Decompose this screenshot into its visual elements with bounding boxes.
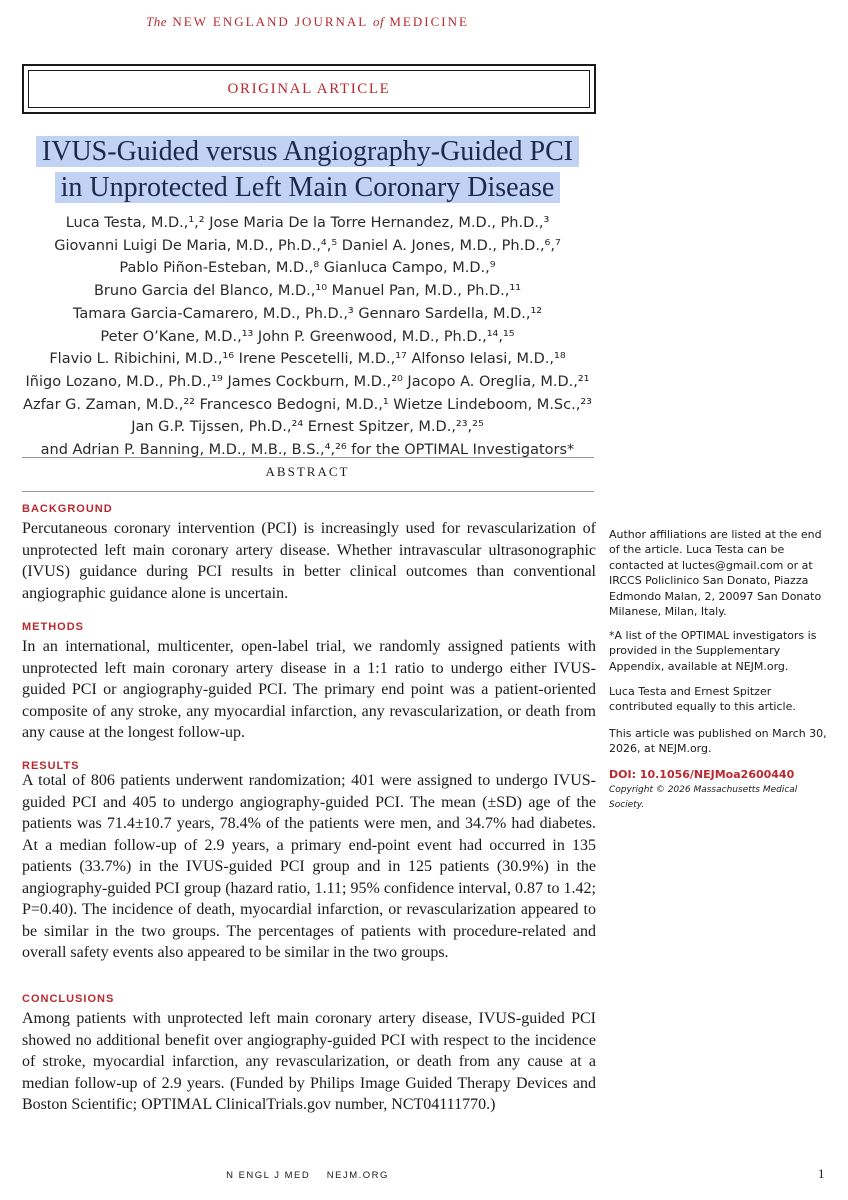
- page-footer: [0, 1170, 615, 1181]
- sidebar-published: [609, 726, 831, 757]
- journal-header: [0, 14, 615, 30]
- methods-text: In an international, multicenter, open-label trial, we randomly assigned patients with unprotected left main coronary artery disease in a 1:1 ratio to undergo either IVUS-guided PCI or angiography-guided PCI. The primary end point was a patient-oriented composite of any stroke, any myocardial infarction, any revascularization, or death from any cause at the longest follow-up.: [22, 638, 596, 741]
- title-line-1: IVUS-Guided versus Angiography-Guided PCI: [36, 136, 579, 167]
- author-line: and Adrian P. Banning, M.D., M.B., B.S.,⁴,²⁶ for the OPTIMAL Investigators*: [40, 442, 575, 459]
- author-line: Jan G.P. Tijssen, Ph.D.,²⁴ Ernest Spitzer, M.D.,²³,²⁵: [131, 419, 484, 436]
- author-line: Iñigo Lozano, M.D., Ph.D.,¹⁹ James Cockburn, M.D.,²⁰ Jacopo A. Oreglia, M.D.,²¹: [25, 373, 590, 390]
- sidebar-investigators: [609, 628, 831, 674]
- article-title: [0, 134, 615, 206]
- author-line: Bruno Garcia del Blanco, M.D.,¹⁰ Manuel Pan, M.D., Ph.D.,¹¹: [93, 283, 522, 300]
- author-line: Giovanni Luigi De Maria, M.D., Ph.D.,⁴,⁵ Daniel A. Jones, M.D., Ph.D.,⁶,⁷: [54, 237, 561, 254]
- background-heading: BACKGROUND: [22, 503, 113, 515]
- page-number: 1: [818, 1166, 825, 1181]
- article-type-box-inner: [28, 70, 590, 108]
- footer-site[interactable]: NEJM.ORG: [326, 1170, 389, 1181]
- published-note: This article was published on March 30, 2026, at NEJM.org.: [609, 727, 827, 756]
- methods-heading: METHODS: [22, 621, 84, 633]
- journal-of: of: [373, 14, 385, 29]
- investigators-note: *A list of the OPTIMAL investigators is provided in the Supplementary Appendix, available at NEJM.org.: [609, 629, 817, 673]
- doi-link[interactable]: DOI: 10.1056/NEJMoa2600440: [609, 768, 795, 781]
- sidebar-copyright: [609, 783, 831, 814]
- author-list: [0, 212, 615, 462]
- sidebar-equal-contribution: [609, 684, 831, 715]
- conclusions-text: Among patients with unprotected left main coronary artery disease, IVUS-guided PCI showed no additional benefit over angiography-guided PCI with respect to the incidence of stroke, myocardial infarction, any revascularization, or death from any cause at a median follow-up of 2.9 years. (Funded by Philips Image Guided Therapy Devices and Boston Scientific; OPTIMAL ClinicalTrials.gov number, NCT04111770.): [22, 1010, 596, 1113]
- article-type-box: [22, 64, 596, 114]
- author-line: Pablo Piñon-Esteban, M.D.,⁸ Gianluca Campo, M.D.,⁹: [119, 260, 496, 277]
- conclusions-heading: CONCLUSIONS: [22, 993, 115, 1005]
- title-line-2: in Unprotected Left Main Coronary Disease: [55, 172, 561, 203]
- author-line: Peter O’Kane, M.D.,¹³ John P. Greenwood, M.D., Ph.D.,¹⁴,¹⁵: [100, 328, 515, 345]
- journal-prefix: The: [146, 14, 168, 29]
- abstract-heading: ABSTRACT: [265, 464, 350, 479]
- author-line: Luca Testa, M.D.,¹,² Jose Maria De la Torre Hernandez, M.D., Ph.D.,³: [65, 215, 550, 231]
- abstract-divider-bottom: [22, 491, 594, 492]
- author-line: Tamara Garcia-Camarero, M.D., Ph.D.,³ Gennaro Sardella, M.D.,¹²: [72, 305, 543, 322]
- journal-name-part2: MEDICINE: [389, 14, 469, 29]
- article-type-label: ORIGINAL ARTICLE: [227, 80, 391, 97]
- copyright-note: Copyright © 2026 Massachusetts Medical Society.: [609, 785, 798, 811]
- results-text: A total of 806 patients underwent randomization; 401 were assigned to undergo IVUS-guided PCI and 405 to undergo angiography-guided PCI. The mean (±SD) age of the patients was 71.4±10.7 years, 78.4% of the patients were men, and 34.7% had diabetes. At a median follow-up of 2.9 years, a primary end-point event had occurred in 135 patients (33.7%) in the IVUS-guided PCI group and in 125 patients (30.9%) in the angiography-guided PCI group (hazard ratio, 1.11; 95% confidence interval, 0.87 to 1.42; P=0.40). The incidence of death, myocardial infarction, or revascularization appeared to be similar in the two groups. The percentages of patients with procedure-related and overall safety events also appeared to be similar in the two groups.: [22, 772, 596, 961]
- results-heading: RESULTS: [22, 760, 80, 772]
- footer-journal-abbrev: N ENGL J MED: [226, 1170, 311, 1181]
- affiliations-note: Author affiliations are listed at the end of the article. Luca Testa can be contacted at luctes@gmail.com or at IRCCS Policlinico San Donato, Piazza Edmondo Malan, 2, 20097 San Donato Milanese, Milan, Italy.: [609, 528, 822, 619]
- abstract-divider-top: [22, 457, 594, 458]
- background-text: Percutaneous coronary intervention (PCI) is increasingly used for revascularization of unprotected left main coronary artery disease. Whether intravascular ultrasonographic (IVUS) guidance during PCI results in better clinical outcomes than conventional angiographic guidance alone is uncertain.: [22, 520, 596, 602]
- author-line: Azfar G. Zaman, M.D.,²² Francesco Bedogni, M.D.,¹ Wietze Lindeboom, M.Sc.,²³: [23, 396, 592, 413]
- sidebar-doi: [609, 767, 831, 782]
- sidebar-affiliations: [609, 527, 831, 619]
- author-line: Flavio L. Ribichini, M.D.,¹⁶ Irene Pescetelli, M.D.,¹⁷ Alfonso Ielasi, M.D.,¹⁸: [49, 351, 566, 368]
- equal-contribution-note: Luca Testa and Ernest Spitzer contributed equally to this article.: [609, 685, 796, 714]
- journal-name-part1: NEW ENGLAND JOURNAL: [172, 14, 368, 29]
